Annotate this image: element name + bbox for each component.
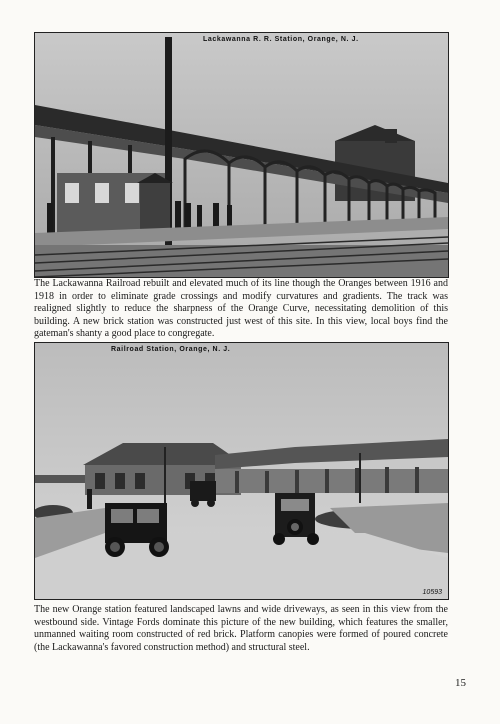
- photo-old-station: [34, 32, 449, 278]
- photo-printed-caption: Railroad Station, Orange, N. J.: [111, 346, 231, 353]
- new-station-illustration: [35, 343, 448, 599]
- old-station-illustration: [35, 33, 448, 277]
- photo-new-station: [34, 342, 449, 600]
- photo-printed-caption: Lackawanna R. R. Station, Orange, N. J.: [203, 36, 359, 43]
- caption-old-station: The Lackawanna Railroad rebuilt and elevated much of its line though the Oranges between 1916 and 1918 in order to eliminate grade crossings and modify curvatures and gradients. The track was realigned slightly to reduce the sharpness of the Orange Curve, necessitating demolition of this building. A new brick station was constructed just west of this site. In this view, local boys find the gateman's shanty a good place to congregate.: [34, 278, 448, 340]
- caption-new-station: The new Orange station featured landscaped lawns and wide driveways, as seen in this view from the westbound side. Vintage Fords dominate this picture of the new building, which features the smaller, unmanned waiting room constructed of red brick. Platform canopies were formed of poured concrete (the Lackawanna's favored construction method) and structural steel.: [34, 604, 448, 653]
- photo-printed-code: 10593: [422, 589, 442, 596]
- page-number: 15: [455, 677, 466, 689]
